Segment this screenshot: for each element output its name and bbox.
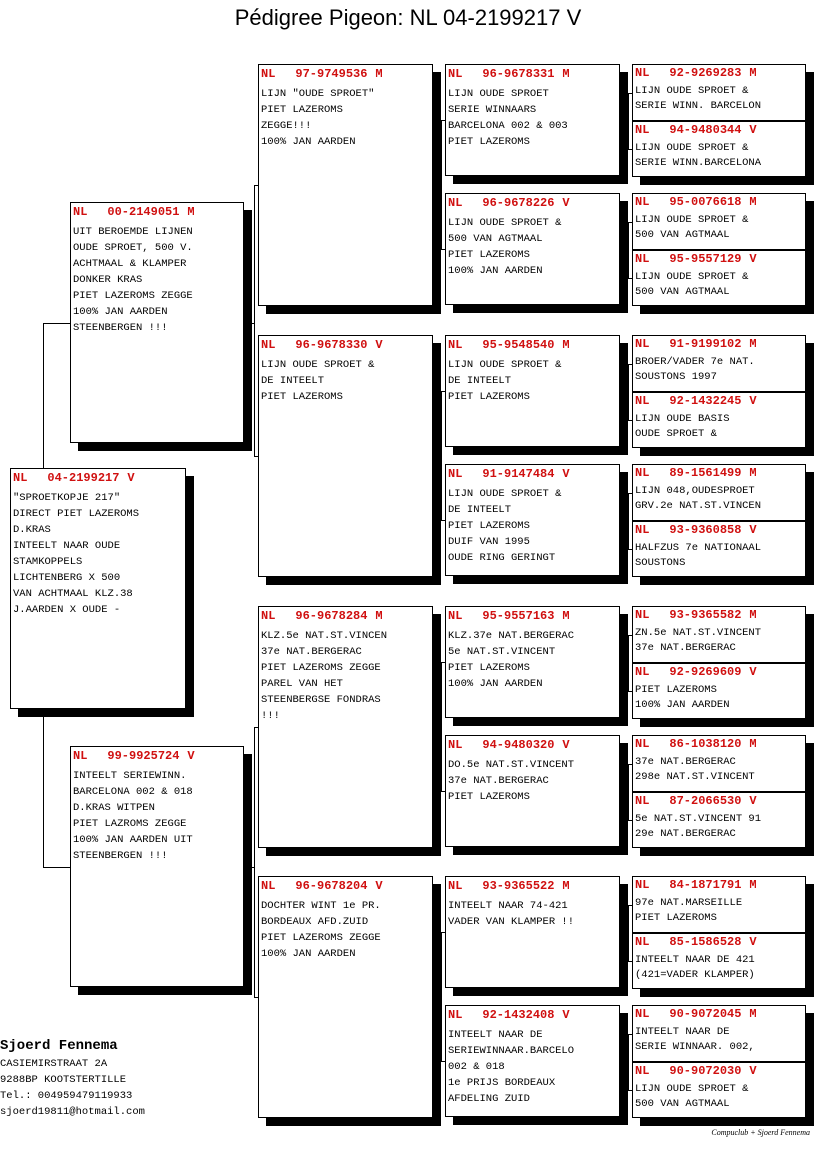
ring-number: 99-9925724 [107, 749, 180, 763]
pigeon-note-line: PIET LAZEROMS [261, 391, 343, 403]
pigeon-note-line: INTEELT NAAR 74-421 [448, 900, 568, 912]
ring-number: 93-9365522 [482, 879, 555, 893]
country-code: NL [635, 394, 650, 408]
ring-number: 95-0076618 [669, 195, 742, 209]
ring-number: 87-2066530 [669, 794, 742, 808]
sex-code: V [562, 1008, 570, 1022]
pigeon-note-line: LIJN 048,OUDESPROET [635, 485, 755, 497]
sex-code: M [187, 205, 195, 219]
ring-number-header [635, 878, 805, 896]
owner-name: Sjoerd Fennema [0, 1038, 118, 1054]
ring-number-header [261, 337, 432, 357]
pigeon-note-line: 37e NAT.BERGERAC [448, 775, 549, 787]
connector-line [628, 222, 629, 280]
connector-line [433, 727, 441, 728]
sex-code: M [375, 609, 383, 623]
pigeon-note-line: 002 & 018 [448, 1061, 505, 1073]
ring-number-header [635, 123, 805, 141]
ring-number-header [635, 337, 805, 355]
pigeon-note-line: PAREL VAN HET [261, 678, 343, 690]
ring-number-header [448, 195, 619, 215]
ring-number-header [13, 470, 185, 490]
ring-number-header [448, 337, 619, 357]
ancestor-pigeon-card [632, 392, 806, 448]
pigeon-note-line: PIET LAZEROMS [635, 684, 717, 696]
pigeon-note-line: INTEELT NAAR OUDE [13, 540, 121, 552]
connector-line [628, 635, 629, 693]
connector-line [628, 93, 629, 151]
ring-number: 95-9548540 [482, 338, 555, 352]
sex-code: M [749, 608, 757, 622]
pigeon-note-line: PIET LAZEROMS [448, 791, 530, 803]
pigeon-note-line: BROER/VADER 7e NAT. [635, 356, 755, 368]
country-code: NL [635, 195, 650, 209]
pigeon-note-line: STAMKOPPELS [13, 556, 83, 568]
country-code: NL [448, 467, 463, 481]
country-code: NL [448, 879, 463, 893]
ring-number: 86-1038120 [669, 737, 742, 751]
pigeon-note-line: LIJN OUDE SPROET [448, 88, 549, 100]
country-code: NL [635, 935, 650, 949]
country-code: NL [635, 252, 650, 266]
country-code: NL [635, 123, 650, 137]
ancestor-pigeon-card [632, 64, 806, 121]
pigeon-note-line: !!! [261, 710, 280, 722]
ring-number-header [635, 665, 805, 683]
ring-number-header [635, 737, 805, 755]
pigeon-note-line: 100% JAN AARDEN [73, 306, 168, 318]
ancestor-pigeon-card [445, 464, 620, 576]
pigeon-note-line: 37e NAT.BERGERAC [635, 756, 736, 768]
credit: Compuclub + Sjoerd Fennema [711, 1128, 810, 1137]
pigeon-note-line: KLZ.5e NAT.ST.VINCEN [261, 630, 388, 642]
ring-number-header [635, 794, 805, 812]
country-code: NL [635, 466, 650, 480]
ring-number: 95-9557163 [482, 609, 555, 623]
ring-number: 84-1871791 [669, 878, 742, 892]
pigeon-note-line: ZN.5e NAT.ST.VINCENT [635, 627, 762, 639]
ring-number: 96-9678204 [295, 879, 368, 893]
pigeon-note-line: HALFZUS 7e NATIONAAL [635, 542, 762, 554]
pigeon-note-line: BORDEAUX AFD.ZUID [261, 916, 369, 928]
pigeon-note-line: DE INTEELT [448, 504, 512, 516]
pigeon-note-line: INTEELT SERIEWINN. [73, 770, 187, 782]
connector-line [628, 905, 629, 963]
ring-number: 96-9678226 [482, 196, 555, 210]
ancestor-pigeon-card [632, 663, 806, 719]
subject-pigeon-card [10, 468, 186, 709]
pigeon-note-line: STEENBERGEN !!! [73, 850, 168, 862]
ring-number: 92-1432408 [482, 1008, 555, 1022]
pigeon-note-line: 500 VAN AGTMAAL [448, 233, 543, 245]
pigeon-note-line: GRV.2e NAT.ST.VINCEN [635, 500, 762, 512]
ring-number: 93-9365582 [669, 608, 742, 622]
pigeon-note-line: LIJN "OUDE SPROET" [261, 88, 375, 100]
country-code: NL [73, 205, 88, 219]
ancestor-pigeon-card [445, 876, 620, 988]
country-code: NL [448, 1008, 463, 1022]
connector-line [620, 120, 628, 121]
ring-number-header [448, 608, 619, 628]
pigeon-note-line: PIET LAZEROMS [635, 912, 717, 924]
ring-number-header [73, 204, 243, 224]
connector-line [620, 249, 628, 250]
pigeon-note-line: 100% JAN AARDEN UIT [73, 834, 193, 846]
pigeon-note-line: UIT BEROEMDE LIJNEN [73, 226, 193, 238]
ancestor-pigeon-card [632, 464, 806, 521]
ring-number: 90-9072045 [669, 1007, 742, 1021]
pigeon-note-line: INTEELT NAAR DE [635, 1026, 730, 1038]
connector-line [43, 867, 70, 868]
ring-number-header [448, 1007, 619, 1027]
country-code: NL [448, 609, 463, 623]
ancestor-pigeon-card [445, 64, 620, 176]
sex-code: V [187, 749, 195, 763]
pigeon-note-line: STEENBERGSE FONDRAS [261, 694, 381, 706]
ring-number-header [261, 66, 432, 86]
ring-number-header [448, 66, 619, 86]
ring-number-header [635, 523, 805, 541]
sex-code: V [749, 1064, 757, 1078]
country-code: NL [448, 67, 463, 81]
pigeon-note-line: PIET LAZEROMS [448, 249, 530, 261]
ring-number-header [261, 878, 432, 898]
ancestor-pigeon-card [445, 606, 620, 718]
ring-number: 92-1432245 [669, 394, 742, 408]
pigeon-note-line: 37e NAT.BERGERAC [261, 646, 362, 658]
pigeon-note-line: 500 VAN AGTMAAL [635, 286, 730, 298]
sex-code: V [749, 123, 757, 137]
ring-number: 91-9199102 [669, 337, 742, 351]
sex-code: V [127, 471, 135, 485]
connector-line [244, 323, 254, 324]
ring-number: 85-1586528 [669, 935, 742, 949]
pigeon-note-line: 500 VAN AGTMAAL [635, 1098, 730, 1110]
ring-number: 95-9557129 [669, 252, 742, 266]
ancestor-pigeon-card [632, 792, 806, 848]
ring-number: 94-9480344 [669, 123, 742, 137]
connector-line [620, 391, 628, 392]
ancestor-pigeon-card [632, 335, 806, 392]
country-code: NL [13, 471, 28, 485]
pigeon-note-line: DONKER KRAS [73, 274, 143, 286]
country-code: NL [73, 749, 88, 763]
pigeon-note-line: 37e NAT.BERGERAC [635, 642, 736, 654]
pigeon-note-line: DE INTEELT [448, 375, 512, 387]
pigeon-note-line: INTEELT NAAR DE 421 [635, 954, 755, 966]
ring-number-header [73, 748, 243, 768]
connector-line [441, 391, 442, 521]
ring-number: 96-9678284 [295, 609, 368, 623]
connector-line [628, 764, 629, 822]
pigeon-note-line: LIJN OUDE BASIS [635, 413, 730, 425]
ring-number: 97-9749536 [295, 67, 368, 81]
sex-code: V [375, 338, 383, 352]
ancestor-pigeon-card [632, 1005, 806, 1062]
connector-line [441, 120, 442, 250]
sex-code: M [562, 338, 570, 352]
pigeon-note-line: SERIEWINNAAR.BARCELO [448, 1045, 575, 1057]
ring-number: 89-1561499 [669, 466, 742, 480]
ring-number-header [635, 1007, 805, 1025]
ancestor-pigeon-card [258, 64, 433, 306]
pigeon-note-line: LICHTENBERG X 500 [13, 572, 121, 584]
ancestor-pigeon-card [632, 876, 806, 933]
pigeon-note-line: SERIE WINNAARS [448, 104, 537, 116]
ring-number: 92-9269283 [669, 66, 742, 80]
ancestor-pigeon-card [632, 933, 806, 989]
ancestor-pigeon-card [632, 121, 806, 177]
connector-line [620, 1061, 628, 1062]
country-code: NL [635, 608, 650, 622]
connector-line [441, 932, 442, 1062]
sex-code: V [749, 935, 757, 949]
pigeon-note-line: DE INTEELT [261, 375, 325, 387]
owner-city: 9288BP KOOTSTERTILLE [0, 1074, 127, 1086]
sex-code: M [562, 609, 570, 623]
sex-code: V [375, 879, 383, 893]
pigeon-note-line: 97e NAT.MARSEILLE [635, 897, 743, 909]
pigeon-note-line: PIET LAZEROMS [448, 662, 530, 674]
ring-number: 91-9147484 [482, 467, 555, 481]
connector-line [244, 867, 254, 868]
ring-number-header [635, 466, 805, 484]
sex-code: V [749, 665, 757, 679]
ancestor-pigeon-card [632, 250, 806, 306]
pigeon-note-line: LIJN OUDE SPROET & [635, 85, 749, 97]
pigeon-note-line: LIJN OUDE SPROET & [448, 217, 562, 229]
pigeon-note-line: D.KRAS [13, 524, 51, 536]
pigeon-note-line: LIJN OUDE SPROET & [635, 214, 749, 226]
pigeon-note-line: 500 VAN AGTMAAL [635, 229, 730, 241]
pigeon-note-line: 100% JAN AARDEN [448, 265, 543, 277]
owner-phone: Tel.: 004959479119933 [0, 1090, 133, 1102]
pigeon-note-line: "SPROETKOPJE 217" [13, 492, 121, 504]
sex-code: M [562, 879, 570, 893]
ancestor-pigeon-card [258, 335, 433, 577]
pigeon-note-line: 29e NAT.BERGERAC [635, 828, 736, 840]
ring-number: 96-9678331 [482, 67, 555, 81]
country-code: NL [635, 878, 650, 892]
pigeon-note-line: DOCHTER WINT 1e PR. [261, 900, 381, 912]
ancestor-pigeon-card [445, 735, 620, 847]
pigeon-note-line: LIJN OUDE SPROET & [261, 359, 375, 371]
connector-line [620, 520, 628, 521]
pigeon-note-line: BARCELONA 002 & 003 [448, 120, 568, 132]
sex-code: M [749, 737, 757, 751]
pigeon-note-line: 298e NAT.ST.VINCENT [635, 771, 755, 783]
connector-line [620, 662, 628, 663]
ancestor-pigeon-card [445, 1005, 620, 1117]
ring-number-header [448, 737, 619, 757]
ancestor-pigeon-card [70, 202, 244, 443]
ancestor-pigeon-card [70, 746, 244, 987]
connector-line [628, 1034, 629, 1092]
pigeon-note-line: ACHTMAAL & KLAMPER [73, 258, 187, 270]
pigeon-note-line: SOUSTONS [635, 557, 686, 569]
ancestor-pigeon-card [258, 606, 433, 848]
pigeon-note-line: 100% JAN AARDEN [261, 136, 356, 148]
pigeon-note-line: SOUSTONS 1997 [635, 371, 717, 383]
pigeon-note-line: 100% JAN AARDEN [261, 948, 356, 960]
pigeon-note-line: OUDE SPROET & [635, 428, 717, 440]
country-code: NL [635, 1007, 650, 1021]
pigeon-note-line: 1e PRIJS BORDEAUX [448, 1077, 556, 1089]
page-title: Pédigree Pigeon: NL 04-2199217 V [234, 5, 582, 30]
connector-line [254, 185, 255, 457]
connector-line [254, 727, 255, 998]
ring-number-header [635, 394, 805, 412]
sex-code: M [749, 66, 757, 80]
pigeon-note-line: AFDELING ZUID [448, 1093, 530, 1105]
ancestor-pigeon-card [632, 735, 806, 792]
pigeon-note-line: KLZ.37e NAT.BERGERAC [448, 630, 575, 642]
pigeon-note-line: LIJN OUDE SPROET & [448, 488, 562, 500]
ancestor-pigeon-card [258, 876, 433, 1118]
pigeon-note-line: PIET LAZEROMS [448, 391, 530, 403]
owner-address: CASIEMIRSTRAAT 2A [0, 1058, 108, 1070]
pigeon-note-line: D.KRAS WITPEN [73, 802, 155, 814]
country-code: NL [448, 738, 463, 752]
pigeon-note-line: VADER VAN KLAMPER !! [448, 916, 575, 928]
pigeon-note-line: PIET LAZEROMS ZEGGE [261, 662, 381, 674]
pigeon-note-line: DIRECT PIET LAZEROMS [13, 508, 140, 520]
sex-code: M [749, 337, 757, 351]
sex-code: V [749, 394, 757, 408]
country-code: NL [635, 794, 650, 808]
ring-number: 00-2149051 [107, 205, 180, 219]
ancestor-pigeon-card [632, 193, 806, 250]
ring-number: 92-9269609 [669, 665, 742, 679]
pigeon-note-line: INTEELT NAAR DE [448, 1029, 543, 1041]
ring-number-header [635, 1064, 805, 1082]
ring-number-header [635, 195, 805, 213]
ring-number-header [635, 608, 805, 626]
country-code: NL [635, 337, 650, 351]
pigeon-note-line: LIJN OUDE SPROET & [635, 271, 749, 283]
pigeon-note-line: 100% JAN AARDEN [635, 699, 730, 711]
pigeon-note-line: 100% JAN AARDEN [448, 678, 543, 690]
ancestor-pigeon-card [445, 335, 620, 447]
pigeon-note-line: PIET LAZROMS ZEGGE [73, 818, 187, 830]
country-code: NL [448, 196, 463, 210]
pigeon-note-line: STEENBERGEN !!! [73, 322, 168, 334]
ring-number: 94-9480320 [482, 738, 555, 752]
pigeon-note-line: SERIE WINN. BARCELON [635, 100, 762, 112]
sex-code: V [562, 467, 570, 481]
country-code: NL [261, 879, 276, 893]
pigeon-note-line: OUDE SPROET, 500 V. [73, 242, 193, 254]
pigeon-note-line: 5e NAT.ST.VINCENT [448, 646, 556, 658]
pigeon-note-line: PIET LAZEROMS [448, 520, 530, 532]
sex-code: V [749, 794, 757, 808]
pigeon-note-line: DUIF VAN 1995 [448, 536, 530, 548]
pigeon-note-line: J.AARDEN X OUDE - [13, 604, 121, 616]
pigeon-note-line: 5e NAT.ST.VINCENT 91 [635, 813, 762, 825]
pigeon-note-line: PIET LAZEROMS ZEGGE [73, 290, 193, 302]
pigeon-note-line: LIJN OUDE SPROET & [635, 1083, 749, 1095]
pigeon-note-line: SERIE WINNAAR. 002, [635, 1041, 755, 1053]
ancestor-pigeon-card [632, 1062, 806, 1118]
ancestor-pigeon-card [632, 521, 806, 577]
country-code: NL [261, 67, 276, 81]
connector-line [620, 791, 628, 792]
country-code: NL [261, 338, 276, 352]
ring-number: 90-9072030 [669, 1064, 742, 1078]
pigeon-note-line: VAN ACHTMAAL KLZ.38 [13, 588, 133, 600]
ring-number: 96-9678330 [295, 338, 368, 352]
country-code: NL [635, 66, 650, 80]
ring-number: 04-2199217 [47, 471, 120, 485]
pigeon-note-line: PIET LAZEROMS [448, 136, 530, 148]
pigeon-note-line: PIET LAZEROMS ZEGGE [261, 932, 381, 944]
connector-line [628, 493, 629, 551]
owner-email: sjoerd19811@hotmail.com [0, 1106, 145, 1118]
pigeon-note-line: DO.5e NAT.ST.VINCENT [448, 759, 575, 771]
ancestor-pigeon-card [632, 606, 806, 663]
pigeon-note-line: OUDE RING GERINGT [448, 552, 556, 564]
country-code: NL [635, 523, 650, 537]
ring-number: 93-9360858 [669, 523, 742, 537]
pigeon-note-line: (421=VADER KLAMPER) [635, 969, 755, 981]
connector-line [433, 997, 441, 998]
connector-line [628, 364, 629, 422]
connector-line [433, 456, 441, 457]
sex-code: M [562, 67, 570, 81]
ring-number-header [635, 66, 805, 84]
ancestor-pigeon-card [445, 193, 620, 305]
sex-code: M [749, 466, 757, 480]
pigeon-note-line: BARCELONA 002 & 018 [73, 786, 193, 798]
country-code: NL [635, 665, 650, 679]
country-code: NL [448, 338, 463, 352]
owner-info [0, 1036, 145, 1120]
ring-number-header [448, 878, 619, 898]
pigeon-note-line: LIJN OUDE SPROET & [448, 359, 562, 371]
connector-line [441, 662, 442, 792]
sex-code: M [375, 67, 383, 81]
sex-code: V [749, 523, 757, 537]
ring-number-header [261, 608, 432, 628]
pigeon-note-line: LIJN OUDE SPROET & [635, 142, 749, 154]
pigeon-note-line: SERIE WINN.BARCELONA [635, 157, 762, 169]
sex-code: M [749, 878, 757, 892]
connector-line [43, 323, 70, 324]
connector-line [620, 932, 628, 933]
country-code: NL [635, 737, 650, 751]
sex-code: M [749, 1007, 757, 1021]
connector-line [433, 185, 441, 186]
ring-number-header [635, 935, 805, 953]
country-code: NL [261, 609, 276, 623]
sex-code: V [749, 252, 757, 266]
ring-number-header [635, 252, 805, 270]
sex-code: M [749, 195, 757, 209]
sex-code: V [562, 738, 570, 752]
sex-code: V [562, 196, 570, 210]
country-code: NL [635, 1064, 650, 1078]
pigeon-note-line: PIET LAZEROMS [261, 104, 343, 116]
pigeon-note-line: ZEGGE!!! [261, 120, 312, 132]
ring-number-header [448, 466, 619, 486]
